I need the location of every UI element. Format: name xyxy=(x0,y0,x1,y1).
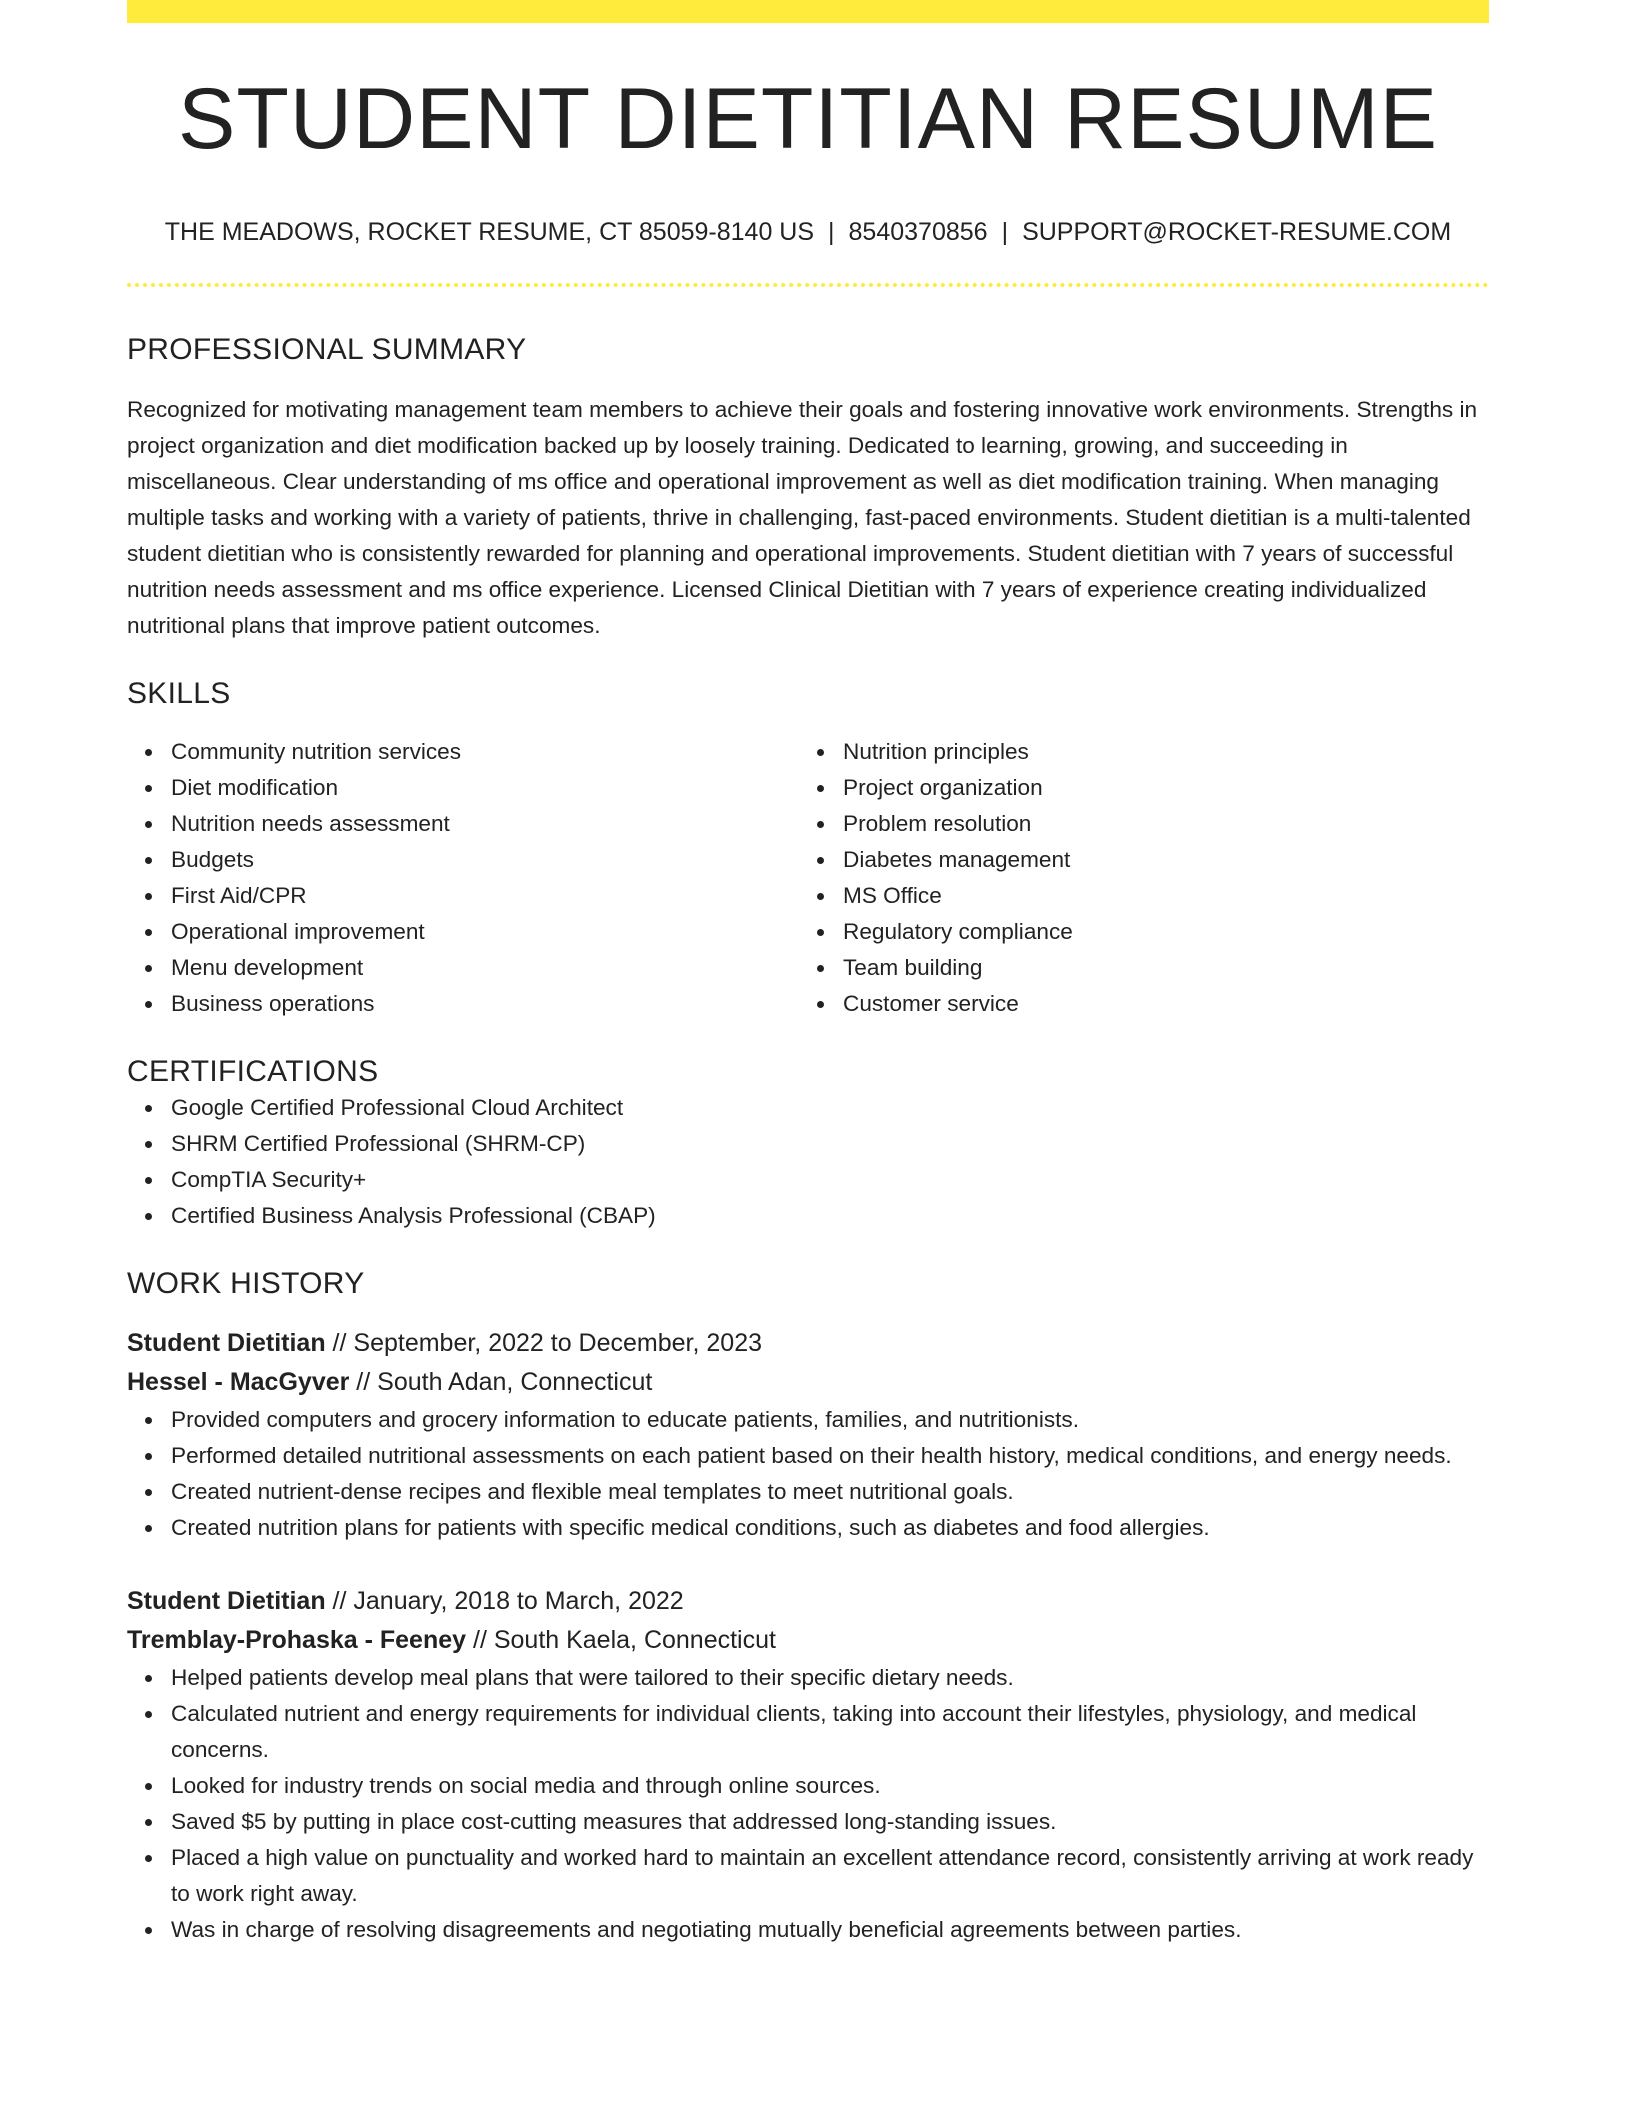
job-dates: // January, 2018 to March, 2022 xyxy=(325,1587,684,1615)
certification-item: CompTIA Security+ xyxy=(171,1162,1489,1198)
job-role: Student Dietitian xyxy=(127,1329,326,1357)
contact-address: THE MEADOWS, ROCKET RESUME, CT 85059-8140 US xyxy=(164,218,815,246)
resume-title: STUDENT DIETITIAN RESUME xyxy=(178,71,1438,167)
skill-item: Operational improvement xyxy=(171,914,799,950)
contact-line xyxy=(127,217,1489,247)
job-bullet: Saved $5 by putting in place cost-cutting measures that addressed long-standing issues. xyxy=(171,1804,1489,1840)
contact-separator: | xyxy=(828,218,835,246)
job-role: Student Dietitian xyxy=(127,1587,326,1615)
job-bullet-list xyxy=(127,1660,1489,1948)
skill-item: First Aid/CPR xyxy=(171,878,799,914)
certifications-list xyxy=(127,1090,1489,1234)
job-company-line xyxy=(127,1363,1489,1402)
job-company: Tremblay-Prohaska - Feeney xyxy=(127,1626,467,1654)
contact-email: SUPPORT@ROCKET-RESUME.COM xyxy=(1022,218,1452,246)
job-bullet-list xyxy=(127,1402,1489,1546)
skill-item: MS Office xyxy=(843,878,1471,914)
job-role-line xyxy=(127,1324,1489,1363)
certification-item: Certified Business Analysis Professional (CBAP) xyxy=(171,1198,1489,1234)
contact-separator: | xyxy=(1001,218,1009,246)
summary-heading: PROFESSIONAL SUMMARY xyxy=(127,333,527,366)
skill-item: Customer service xyxy=(843,986,1471,1022)
job-location: // South Adan, Connecticut xyxy=(349,1368,653,1396)
skill-item: Nutrition principles xyxy=(843,734,1471,770)
work-history-list xyxy=(127,1324,1489,1948)
skill-item: Menu development xyxy=(171,950,799,986)
skill-item: Business operations xyxy=(171,986,799,1022)
job-role-line xyxy=(127,1582,1489,1621)
summary-text: Recognized for motivating management team members to achieve their goals and fostering innovative work environments. Strengths in project organization and diet modification backed up by loosely training. Dedicated to learning, growing, and succeeding in miscellaneous. Clear understanding of ms office and operational improvement as well as diet modification training. When managing multiple tasks and working with a variety of patients, thrive in challenging, fast-paced environments. Student dietitian is a multi-talented student dietitian who is consistently rewarded for planning and operational improvements. Student dietitian with 7 years of successful nutrition needs assessment and ms office experience. Licensed Clinical Dietitian with 7 years of experience creating individualized nutritional plans that improve patient outcomes. xyxy=(127,397,1478,638)
job-dates: // September, 2022 to December, 2023 xyxy=(325,1329,762,1357)
skill-item: Diet modification xyxy=(171,770,799,806)
job-bullet: Calculated nutrient and energy requirements for individual clients, taking into account their lifestyles, physiology, and medical concerns. xyxy=(171,1696,1489,1768)
certification-item: Google Certified Professional Cloud Architect xyxy=(171,1090,1489,1126)
skill-item: Budgets xyxy=(171,842,799,878)
job-location: // South Kaela, Connecticut xyxy=(466,1626,776,1654)
job-bullet: Created nutrient-dense recipes and flexible meal templates to meet nutritional goals. xyxy=(171,1474,1489,1510)
job-bullet: Placed a high value on punctuality and worked hard to maintain an excellent attendance record, consistently arriving at work ready to work right away. xyxy=(171,1840,1489,1912)
job-bullet: Created nutrition plans for patients with specific medical conditions, such as diabetes and food allergies. xyxy=(171,1510,1489,1546)
skills-grid xyxy=(127,734,1489,1022)
dotted-divider xyxy=(127,283,1489,287)
contact-phone: 8540370856 xyxy=(848,218,988,246)
skill-item: Regulatory compliance xyxy=(843,914,1471,950)
job-entry xyxy=(127,1582,1489,1948)
job-bullet: Looked for industry trends on social media and through online sources. xyxy=(171,1768,1489,1804)
skill-item: Team building xyxy=(843,950,1471,986)
job-entry xyxy=(127,1324,1489,1546)
skills-heading: SKILLS xyxy=(127,677,231,710)
skill-item: Diabetes management xyxy=(843,842,1471,878)
job-bullet: Was in charge of resolving disagreements and negotiating mutually beneficial agreements between parties. xyxy=(171,1912,1489,1948)
skill-item: Nutrition needs assessment xyxy=(171,806,799,842)
skills-right-column xyxy=(799,734,1471,1022)
job-company: Hessel - MacGyver xyxy=(127,1368,350,1396)
job-bullet: Helped patients develop meal plans that were tailored to their specific dietary needs. xyxy=(171,1660,1489,1696)
skill-item: Project organization xyxy=(843,770,1471,806)
skills-left-column xyxy=(127,734,799,1022)
certifications-heading: CERTIFICATIONS xyxy=(127,1055,379,1088)
resume-page xyxy=(127,0,1489,1948)
certification-item: SHRM Certified Professional (SHRM-CP) xyxy=(171,1126,1489,1162)
skill-item: Community nutrition services xyxy=(171,734,799,770)
job-bullet: Performed detailed nutritional assessments on each patient based on their health history, medical conditions, and energy needs. xyxy=(171,1438,1489,1474)
work-history-heading: WORK HISTORY xyxy=(127,1267,365,1300)
skill-item: Problem resolution xyxy=(843,806,1471,842)
job-bullet: Provided computers and grocery information to educate patients, families, and nutritionists. xyxy=(171,1402,1489,1438)
accent-top-bar xyxy=(127,0,1489,23)
job-company-line xyxy=(127,1621,1489,1660)
